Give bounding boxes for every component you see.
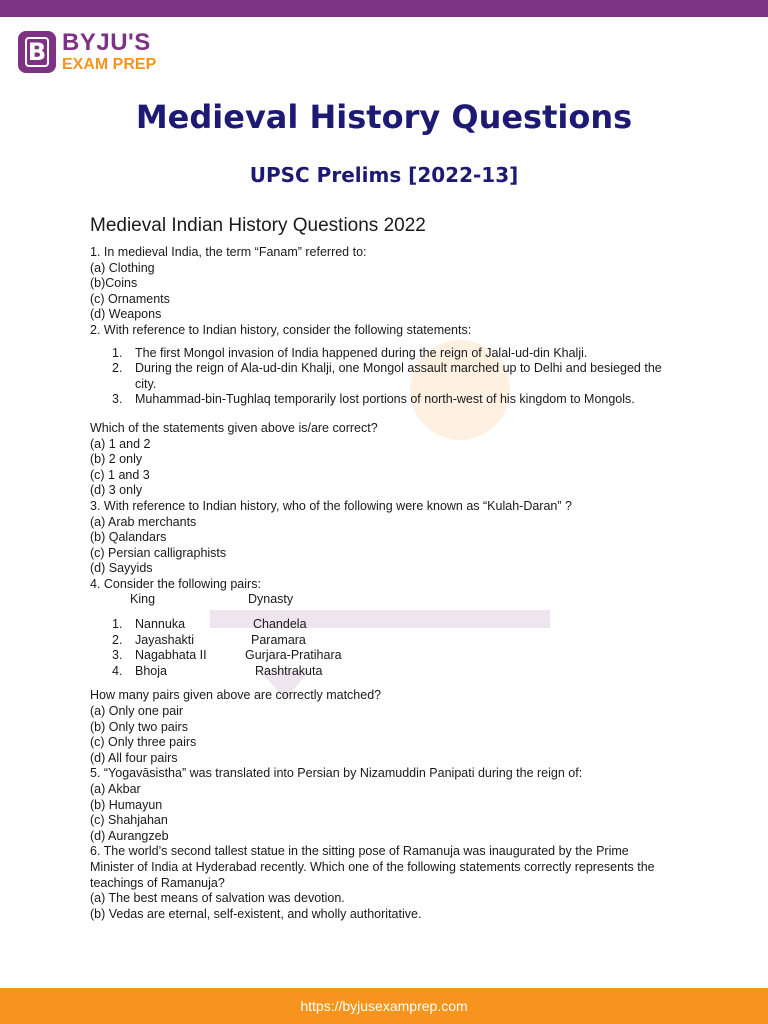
option: (b) Humayun [90,797,163,812]
pairs-header: King Dynasty [130,592,294,607]
question-prompt: How many pairs given above are correctly matched? [90,688,382,703]
option: (c) 1 and 3 [90,467,150,482]
question-6: 6. The world’s second tallest statue in the sitting pose of Ramanuja was inaugurated by the Prime Minister of India at Hyderabad recently. Which one of the following statements correctly represents the teachings of Ramanuja? [90,844,655,890]
logo-sub: EXAM PREP [62,56,157,73]
list-item: 4. Bhoja Rashtrakuta [112,663,323,678]
section-title: Medieval Indian History Questions 2022 [90,215,426,236]
questions-body [90,245,690,922]
logo-brand: BYJU'S [62,29,151,56]
list-item: 3. Nagabhata II Gurjara-Pratihara [112,648,342,663]
option: (c) Shahjahan [90,813,168,828]
option: (d) All four pairs [90,750,178,765]
option: (b) Qalandars [90,530,167,545]
option: (a) Clothing [90,260,155,275]
question-prompt: Which of the statements given above is/are correct? [90,420,378,435]
footer-link[interactable]: https://byjusexamprep.com [300,998,468,1014]
option: (b) 2 only [90,452,143,467]
footer-bar [0,988,768,1024]
option: (d) Weapons [90,307,162,322]
option: (a) The best means of salvation was devotion. [90,891,345,906]
question-2: 2. With reference to Indian history, consider the following statements: [90,322,472,337]
byjus-logo[interactable] [18,30,156,74]
pairs-list [112,617,690,679]
option: (a) 1 and 2 [90,436,151,451]
list-item: 2. During the reign of Ala-ud-din Khalji, one Mongol assault marched up to Delhi and besieged the city. [112,361,662,391]
option: (c) Persian calligraphists [90,545,227,560]
option: (c) Ornaments [90,291,170,306]
option: (b)Coins [90,276,138,291]
list-item: 3. Muhammad-bin-Tughlaq temporarily lost portions of north-west of his kingdom to Mongols. [112,392,635,407]
question-5: 5. “Yogavāsistha” was translated into Persian by Nizamuddin Panipati during the reign of: [90,766,583,781]
page-title: Medieval History Questions [135,98,633,136]
list-item: 1. Nannuka Chandela [112,617,307,632]
option: (b) Only two pairs [90,719,188,734]
option: (a) Akbar [90,782,141,796]
option: (c) Only three pairs [90,735,197,750]
option: (d) 3 only [90,483,143,498]
question-1: 1. In medieval India, the term “Fanam” referred to: [90,245,367,259]
page-subtitle: UPSC Prelims [2022-13] [249,163,519,187]
statement-list [112,346,690,408]
list-item: 1. The first Mongol invasion of India happened during the reign of Jalal-ud-din Khalji. [112,345,588,360]
option: (d) Aurangzeb [90,828,169,843]
question-3: 3. With reference to Indian history, who of the following were known as “Kulah-Daran” ? [90,498,572,513]
list-item: 2. Jayashakti Paramara [112,632,306,647]
option: (a) Arab merchants [90,514,197,529]
logo-badge-icon: B [18,31,56,73]
option: (d) Sayyids [90,561,153,576]
option: (a) Only one pair [90,704,184,719]
top-bar [0,0,768,17]
question-4: 4. Consider the following pairs: [90,576,261,591]
option: (b) Vedas are eternal, self-existent, and wholly authoritative. [90,906,422,921]
